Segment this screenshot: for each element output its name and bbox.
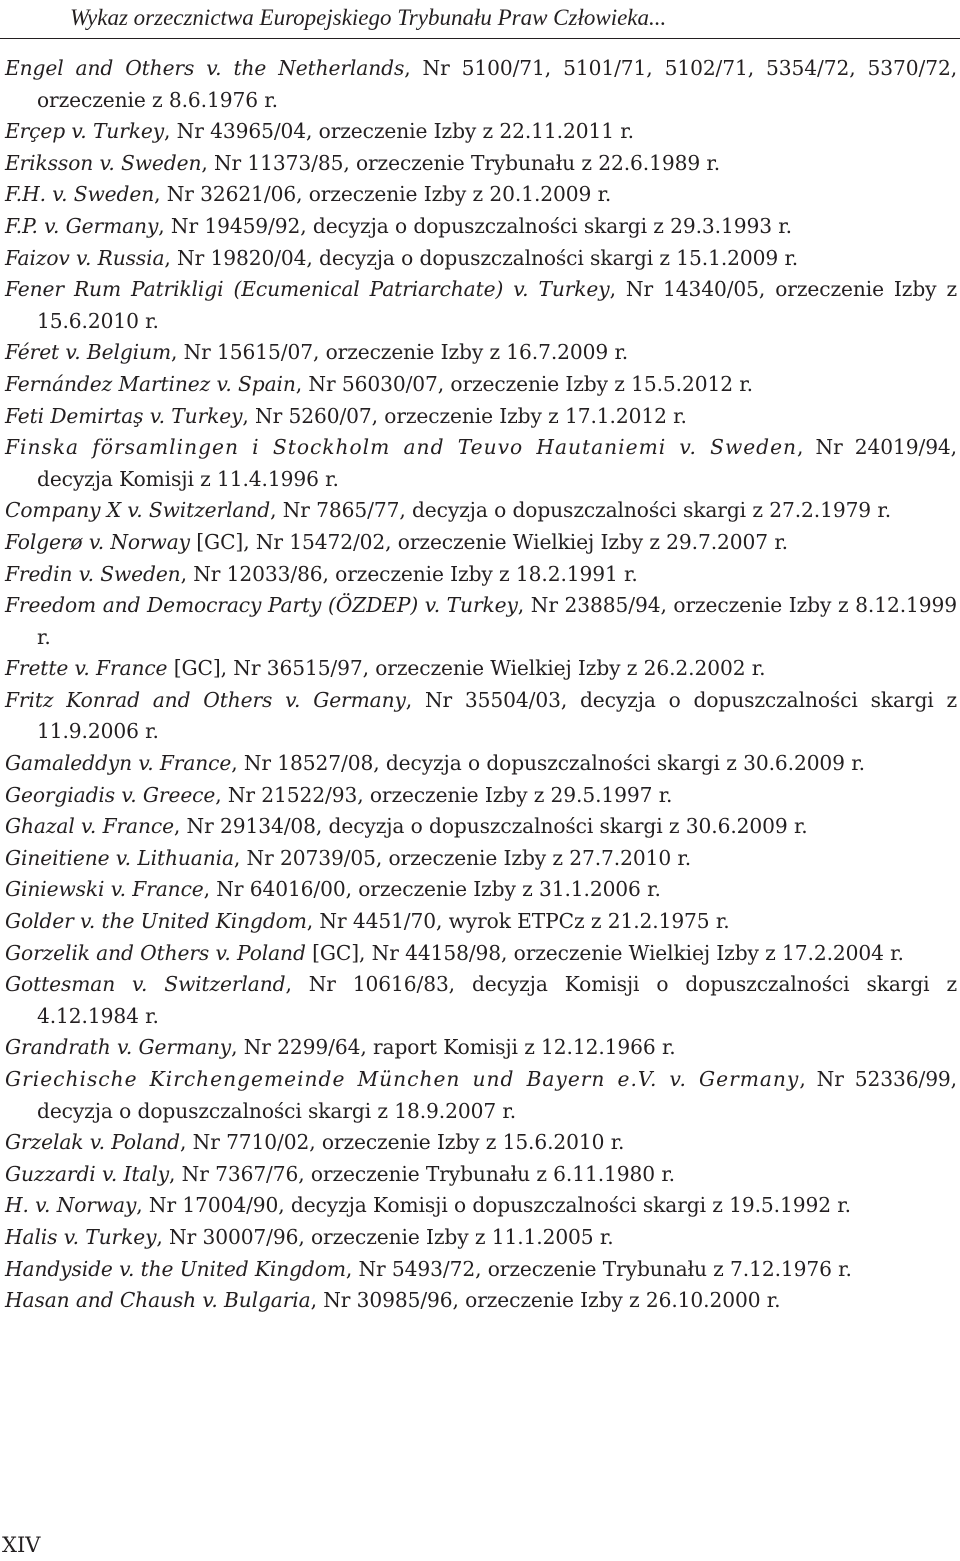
case-details: , Nr 64016/00, orzeczenie Izby z 31.1.2006 r. (203, 877, 661, 902)
versus-marker: v. (73, 909, 102, 934)
case-party: Grandrath (5, 1035, 111, 1060)
case-details: , Nr 24019/94, decyzja Komisji z 11.4.1996 r. (37, 435, 957, 491)
versus-marker: v. (418, 593, 447, 618)
case-entry (5, 1190, 957, 1222)
case-entry (5, 211, 957, 243)
case-details: , Nr 5100/71, 5101/71, 5102/71, 5354/72, 5370/72, orzeczenie z 8.6.1976 r. (37, 56, 958, 112)
case-respondent-state: Germany (65, 213, 159, 238)
versus-marker: v. (112, 1256, 141, 1281)
versus-marker: v. (82, 529, 111, 554)
case-party: Frette (5, 656, 69, 681)
case-entry (5, 938, 957, 970)
versus-marker: v. (194, 56, 234, 80)
case-respondent-state: Poland (237, 940, 306, 965)
case-party: Handyside (5, 1256, 113, 1281)
case-party: Gineitiene (5, 845, 110, 870)
case-details: , Nr 19820/04, decyzja o dopuszczalności skargi z 15.1.2009 r. (164, 245, 799, 270)
case-entry (5, 653, 957, 685)
case-party: Giniewski (5, 877, 105, 902)
case-entry (5, 969, 957, 1032)
case-entry (5, 274, 957, 337)
case-entry (5, 906, 957, 938)
case-respondent-state: Norway (56, 1193, 137, 1218)
case-details: , Nr 23885/94, orzeczenie Izby z 8.12.1999 r. (37, 593, 957, 649)
case-party: Fritz Konrad and Others (5, 687, 273, 712)
case-party: Georgiadis (5, 782, 116, 807)
case-details: , Nr 29134/08, decyzja o dopuszczalności skargi z 30.6.2009 r. (173, 814, 808, 839)
case-entry (5, 1127, 957, 1159)
case-party: Gorzelik and Others (5, 940, 210, 965)
case-details: , Nr 15615/07, orzeczenie Izby z 16.7.2009 r. (170, 340, 629, 365)
versus-marker: v. (57, 1224, 86, 1249)
case-details: , Nr 10616/83, decyzja Komisji o dopuszczalności skargi z 4.12.1984 r. (37, 972, 958, 1028)
case-party: Fredin (5, 561, 73, 586)
case-details: , Nr 32621/06, orzeczenie Izby z 20.1.2009 r. (154, 182, 612, 207)
case-entry (5, 179, 957, 211)
case-details: , Nr 18527/08, decyzja o dopuszczalności skargi z 30.6.2009 r. (231, 751, 865, 776)
case-respondent-state: Turkey (171, 403, 243, 428)
case-entry (5, 590, 957, 653)
case-details: [GC], Nr 44158/98, orzeczenie Wielkiej Izby z 17.2.2004 r. (305, 940, 904, 965)
case-party: Halis (5, 1224, 58, 1249)
case-respondent-state: France (132, 877, 204, 902)
case-entry (5, 527, 957, 559)
case-entry (5, 685, 957, 748)
case-party: Féret (5, 340, 60, 365)
case-respondent-state: the Netherlands (233, 56, 405, 80)
case-entry (5, 780, 957, 812)
running-header: Wykaz orzecznictwa Europejskiego Trybunału Praw Człowieka... (70, 5, 667, 30)
case-details: , Nr 2299/64, raport Komisji z 12.12.1966 r. (231, 1035, 676, 1060)
case-party: H. (5, 1193, 29, 1218)
case-details: , Nr 5493/72, orzeczenie Trybunału z 7.12.1976 r. (345, 1256, 852, 1281)
case-details: [GC], Nr 15472/02, orzeczenie Wielkiej Izby z 29.7.2007 r. (189, 529, 788, 554)
case-respondent-state: Belgium (86, 340, 171, 365)
case-details: , Nr 7710/02, orzeczenie Izby z 15.6.2010 r. (180, 1130, 625, 1155)
versus-marker: v. (115, 972, 165, 997)
case-party: Faizov (5, 245, 70, 270)
case-party: Grzelak (5, 1130, 84, 1155)
versus-marker: v. (65, 119, 93, 144)
case-party: Gottesman (5, 972, 116, 997)
versus-marker: v. (45, 182, 74, 207)
case-party: Golder (5, 909, 74, 934)
versus-marker: v. (74, 814, 103, 839)
versus-marker: v. (121, 498, 149, 523)
versus-marker: v. (666, 435, 711, 460)
versus-marker: v. (115, 782, 143, 807)
case-party: Engel and Others (5, 56, 195, 80)
case-party: Griechische Kirchengemeinde München und Bayern e.V. (5, 1067, 658, 1091)
versus-marker: v. (109, 845, 138, 870)
case-respondent-state: Sweden (73, 182, 155, 207)
case-details: , Nr 4451/70, wyrok ETPCz z 21.2.1975 r. (306, 909, 730, 934)
case-party: Feti Demirtaş (5, 403, 144, 428)
case-respondent-state: France (102, 814, 174, 839)
case-respondent-state: Spain (238, 371, 296, 396)
case-respondent-state: Switzerland (148, 498, 271, 523)
case-party: Hasan and Chaush (5, 1288, 197, 1313)
case-respondent-state: Turkey (92, 119, 165, 144)
case-details: , Nr 14340/05, orzeczenie Izby z 15.6.2010 r. (37, 277, 958, 333)
case-entry (5, 1254, 957, 1286)
case-entry (5, 243, 957, 275)
case-details: , Nr 43965/04, orzeczenie Izby z 22.11.2011 r. (164, 119, 634, 144)
case-respondent-state: Russia (97, 245, 165, 270)
case-respondent-state: Greece (142, 782, 216, 807)
case-party: Ghazal (5, 814, 75, 839)
case-entry (5, 401, 957, 433)
case-entry (5, 748, 957, 780)
versus-marker: v. (110, 1035, 139, 1060)
case-respondent-state: Sweden (121, 150, 202, 175)
case-party: Gamaleddyn (5, 751, 132, 776)
case-details: , Nr 21522/93, orzeczenie Izby z 29.5.1997 r. (215, 782, 673, 807)
versus-marker: v. (83, 1130, 112, 1155)
versus-marker: v. (210, 371, 239, 396)
case-details: , Nr 35504/03, decyzja o dopuszczalności skargi z 11.9.2006 r. (37, 687, 958, 744)
case-details: , Nr 7367/76, orzeczenie Trybunału z 6.11.1980 r. (169, 1161, 675, 1186)
versus-marker: v. (68, 656, 97, 681)
versus-marker: v. (69, 245, 98, 270)
case-respondent-state: Bulgaria (223, 1288, 311, 1313)
case-entry (5, 559, 957, 591)
case-party: Fener Rum Patrikligi (Ecumenical Patriarchate) (5, 277, 504, 302)
case-entry (5, 495, 957, 527)
case-respondent-state: Germany (138, 1035, 232, 1060)
case-entry (5, 148, 957, 180)
versus-marker: v. (37, 213, 66, 238)
case-entry (5, 369, 957, 401)
header-rule (0, 38, 960, 39)
case-party: Fernández Martinez (5, 371, 211, 396)
case-details: , Nr 19459/92, decyzja o dopuszczalności skargi z 29.3.1993 r. (158, 213, 792, 238)
case-entry (5, 1032, 957, 1064)
case-details: , Nr 30007/96, orzeczenie Izby z 11.1.2005 r. (156, 1224, 614, 1249)
case-entry (5, 811, 957, 843)
case-party: F.P. (5, 213, 38, 238)
case-entry (5, 874, 957, 906)
versus-marker: v. (657, 1067, 700, 1091)
versus-marker: v. (209, 940, 238, 965)
case-details: , Nr 20739/05, orzeczenie Izby z 27.7.2010 r. (233, 845, 692, 870)
case-respondent-state: Turkey (538, 277, 610, 302)
case-party: Folgerø (5, 529, 83, 554)
case-details: , Nr 12033/86, orzeczenie Izby z 18.2.1991 r. (180, 561, 638, 586)
case-respondent-state: Germany (313, 687, 406, 712)
case-respondent-state: Turkey (446, 593, 518, 618)
versus-marker: v. (59, 340, 87, 365)
case-details: , Nr 52336/99, decyzja o dopuszczalności skargi z 18.9.2007 r. (37, 1067, 957, 1123)
case-respondent-state: Turkey (85, 1224, 157, 1249)
case-details: [GC], Nr 36515/97, orzeczenie Wielkiej Izby z 26.2.2002 r. (167, 656, 766, 681)
case-respondent-state: Switzerland (164, 972, 286, 997)
case-entry (5, 1159, 957, 1191)
case-respondent-state: Italy (123, 1161, 170, 1186)
case-details: , Nr 11373/85, orzeczenie Trybunału z 22.6.1989 r. (201, 150, 721, 175)
versus-marker: v. (143, 403, 172, 428)
page-number: XIV (2, 1533, 41, 1557)
versus-marker: v. (503, 277, 539, 302)
versus-marker: v. (196, 1288, 224, 1313)
case-party: Company X (5, 498, 121, 523)
case-entry (5, 432, 957, 495)
case-details: , Nr 56030/07, orzeczenie Izby z 15.5.2012 r. (295, 371, 753, 396)
case-respondent-state: the United Kingdom (140, 1256, 346, 1281)
versus-marker: v. (95, 1161, 124, 1186)
versus-marker: v. (272, 687, 314, 712)
case-entry (5, 1285, 957, 1317)
case-party: Erçep (5, 119, 66, 144)
case-details: , Nr 30985/96, orzeczenie Izby z 26.10.2000 r. (310, 1288, 781, 1313)
case-party: Eriksson (5, 150, 94, 175)
case-respondent-state: the United Kingdom (101, 909, 307, 934)
versus-marker: v. (28, 1193, 57, 1218)
case-list (5, 53, 957, 1317)
case-details: , Nr 5260/07, orzeczenie Izby z 17.1.2012 r. (242, 403, 687, 428)
case-respondent-state: France (96, 656, 168, 681)
case-details: , Nr 7865/77, decyzja o dopuszczalności skargi z 27.2.1979 r. (270, 498, 892, 523)
case-entry (5, 843, 957, 875)
case-party: Freedom and Democracy Party (ÖZDEP) (5, 593, 419, 618)
versus-marker: v. (104, 877, 133, 902)
versus-marker: v. (72, 561, 101, 586)
case-entry (5, 53, 957, 116)
case-entry (5, 337, 957, 369)
case-details: , Nr 17004/90, decyzja Komisji o dopuszczalności skargi z 19.5.1992 r. (136, 1193, 851, 1218)
case-respondent-state: Sweden (100, 561, 181, 586)
case-party: Finska församlingen i Stockholm and Teuvo Hautaniemi (5, 435, 667, 460)
case-respondent-state: Lithuania (137, 845, 234, 870)
versus-marker: v. (132, 751, 160, 776)
case-respondent-state: France (159, 751, 232, 776)
case-entry (5, 1222, 957, 1254)
case-entry (5, 116, 957, 148)
case-respondent-state: Poland (111, 1130, 180, 1155)
case-party: F.H. (5, 182, 46, 207)
case-respondent-state: Norway (110, 529, 190, 554)
case-respondent-state: Sweden (710, 435, 798, 460)
case-entry (5, 1064, 957, 1127)
case-party: Guzzardi (5, 1161, 96, 1186)
case-respondent-state: Germany (699, 1067, 800, 1091)
versus-marker: v. (93, 150, 122, 175)
